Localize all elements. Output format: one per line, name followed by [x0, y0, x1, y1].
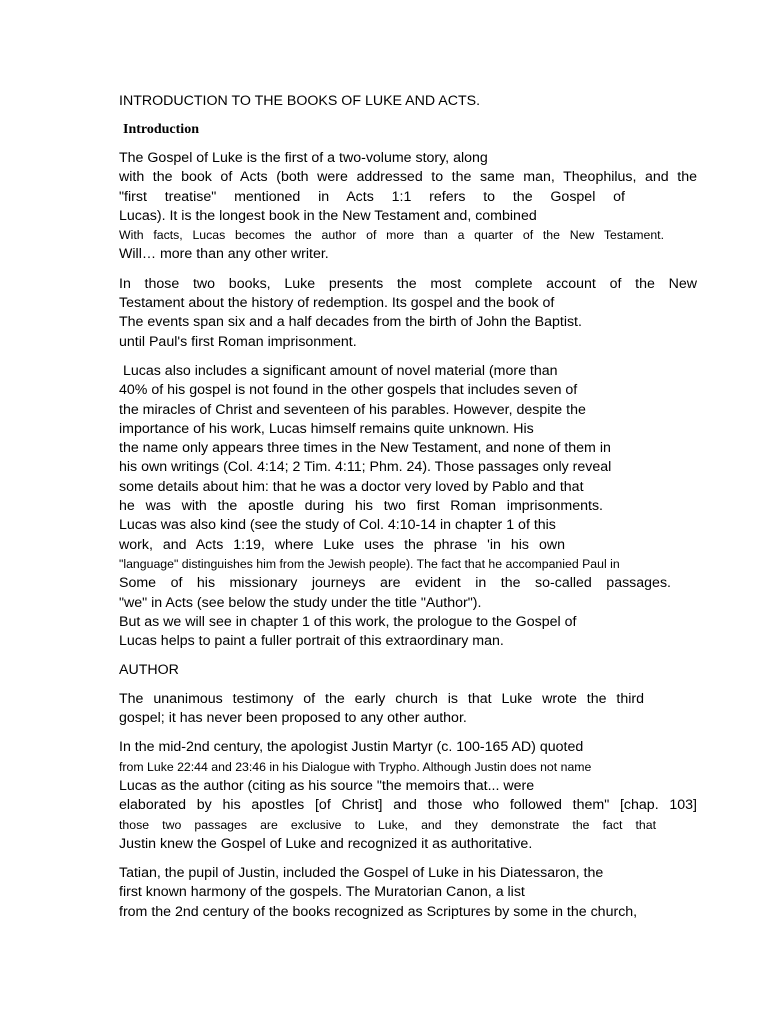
text-line: with the book of Acts (both were addressed to the same man, Theophilus, and the: [119, 169, 697, 186]
text-line: Lucas was also kind (see the study of Col. 4:10-14 in chapter 1 of this: [119, 517, 556, 534]
text-line: Justin knew the Gospel of Luke and recognized it as authoritative.: [119, 835, 533, 852]
text-line: some details about him: that he was a doctor very loved by Pablo and that: [119, 478, 584, 495]
text-line: In the mid-2nd century, the apologist Justin Martyr (c. 100-165 AD) quoted: [119, 739, 584, 756]
document-title: INTRODUCTION TO THE BOOKS OF LUKE AND ACTS.: [119, 93, 481, 109]
text-line: the name only appears three times in the New Testament, and none of them in: [119, 440, 611, 457]
text-line: importance of his work, Lucas himself remains quite unknown. His: [119, 420, 534, 437]
paragraph: [119, 738, 697, 854]
section-heading-author: AUTHOR: [119, 662, 179, 679]
text-line: gospel; it has never been proposed to any other author.: [119, 710, 467, 727]
text-line: The Gospel of Luke is the first of a two-volume story, along: [119, 150, 488, 166]
text-line: But as we will see in chapter 1 of this work, the prologue to the Gospel of: [119, 613, 577, 630]
text-line: from Luke 22:44 and 23:46 in his Dialogue with Trypho. Although Justin does not name: [119, 759, 592, 774]
text-line: Lucas). It is the longest book in the New Testament and, combined: [119, 207, 537, 224]
paragraph: [119, 275, 697, 352]
text-line: the miracles of Christ and seventeen of his parables. However, despite the: [119, 401, 586, 418]
text-line: "we" in Acts (see below the study under the title "Author").: [119, 594, 482, 611]
text-line: from the 2nd century of the books recognized as Scriptures by some in the church,: [119, 903, 638, 920]
text-line: he was with the apostle during his two first Roman imprisonments.: [119, 498, 603, 515]
paragraph: [119, 362, 697, 651]
text-line: With facts, Lucas becomes the author of more than a quarter of the New Testament.: [119, 228, 664, 243]
text-line: In those two books, Luke presents the most complete account of the New: [119, 275, 697, 292]
text-line: work, and Acts 1:19, where Luke uses the phrase 'in his own: [119, 536, 565, 553]
text-line: Lucas as the author (citing as his source "the memoirs that... were: [119, 777, 535, 794]
document-page: [119, 91, 697, 932]
paragraph: [119, 149, 697, 265]
paragraph: [119, 864, 697, 922]
author-heading-block: [119, 661, 697, 680]
text-line: Lucas also includes a significant amount of novel material (more than: [123, 362, 558, 379]
text-line: Tatian, the pupil of Justin, included the Gospel of Luke in his Diatessaron, the: [119, 865, 604, 882]
text-line: Some of his missionary journeys are evident in the so-called passages.: [119, 575, 671, 592]
text-line: "first treatise" mentioned in Acts 1:1 refers to the Gospel of: [119, 188, 625, 205]
paragraph: [119, 690, 697, 729]
text-line: his own writings (Col. 4:14; 2 Tim. 4:11; Phm. 24). Those passages only reveal: [119, 459, 612, 476]
text-line: The unanimous testimony of the early church is that Luke wrote the third: [119, 690, 644, 707]
text-line: elaborated by his apostles [of Christ] and those who followed them" [chap. 103]: [119, 797, 697, 814]
text-line: those two passages are exclusive to Luke, and they demonstrate the fact that: [119, 817, 656, 832]
text-line: first known harmony of the gospels. The Muratorian Canon, a list: [119, 884, 525, 901]
text-line: 40% of his gospel is not found in the other gospels that includes seven of: [119, 382, 578, 399]
text-line: The events span six and a half decades from the birth of John the Baptist.: [119, 314, 582, 331]
text-line: Lucas helps to paint a fuller portrait of this extraordinary man.: [119, 633, 504, 650]
section-heading: Introduction: [123, 122, 199, 137]
text-line: "language" distinguishes him from the Jewish people). The fact that he accompanied Paul in: [119, 556, 620, 571]
text-line: until Paul's first Roman imprisonment.: [119, 333, 357, 350]
text-line: Will… more than any other writer.: [119, 246, 329, 263]
text-line: Testament about the history of redemption. Its gospel and the book of: [119, 295, 555, 312]
